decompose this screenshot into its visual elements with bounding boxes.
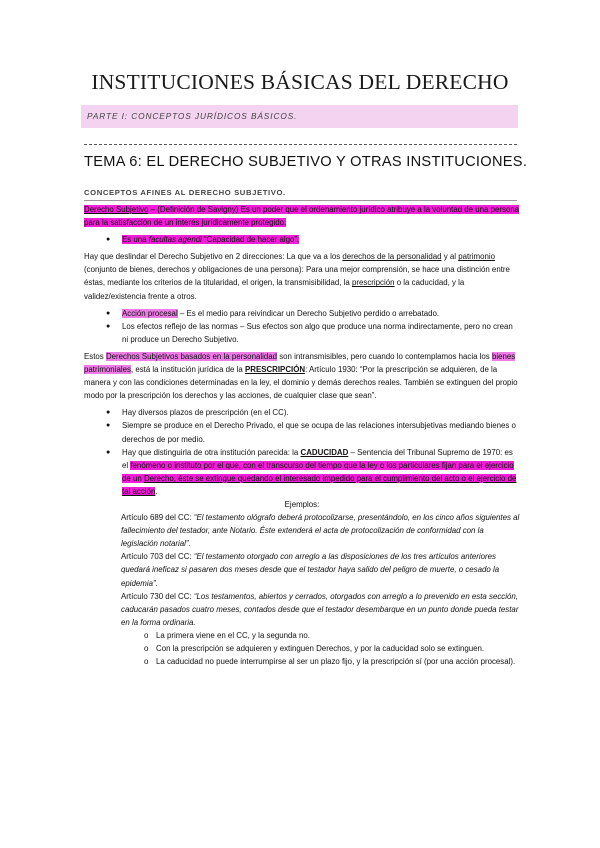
bullet-icon: ● [106, 309, 111, 317]
example-article-703: Artículo 703 del CC: “El testamento otorgado con arreglo a las disposiciones de los tres artículos anteriores quedará ineficaz si pasaren dos meses desde que el testador haya salido del peligro de muerte, o cesado la epidemia”. [121, 552, 500, 588]
list-item: ● Hay diversos plazos de prescripción (en el CC). [84, 406, 520, 419]
sub-list-item: o Con la prescripción se adquieren y extinguen Derechos, y por la caducidad solo se extinguen. [84, 642, 520, 655]
hollow-bullet-icon: o [144, 630, 149, 640]
list-item: ● Los efectos reflejo de las normas – Sus efectos son algo que produce una norma indirectamente, pero no crean ni produce un Derecho Subjetivo. [106, 321, 513, 344]
hollow-bullet-icon: o [144, 657, 149, 667]
highlight-text: – (Definición de Savigny) Es un poder que el ordenamiento jurídico atribuye a la voluntad de una persona para la satisfacción de un interés jurídicamente protegido. [84, 205, 520, 228]
list-item: ● Hay que distinguirla de otra institución parecida: la CADUCIDAD – Sentencia del Tribunal Supremo de 1970: es el fenómeno o instituto por el que, con el transcurso del tiempo que la ley o los particulares fijan para el ejercicio de un Derecho, éste se extingue quedando el interesado impedido para el cumplimiento del acto o el ejercicio de tal acción. [106, 447, 517, 496]
bullet-icon: ● [106, 322, 111, 330]
example-article-730: Artículo 730 del CC: “Los testamentos, abiertos y cerrados, otorgados con arreglo a lo prevenido en esta sección, caducarán pasados cuatro meses, contados desde que el testador desembarque en un punto donde pueda testar en la forma ordinaria. [121, 591, 519, 627]
part-label: PARTE I: CONCEPTOS JURÍDICOS BÁSICOS. [87, 111, 298, 121]
bullet-icon: ● [106, 236, 111, 244]
paragraph-prescripcion: Estos Derechos Subjetivos basados en la personalidad son intransmisibles, pero cuando lo contemplamos hacia los bienes patrimoniales, está la institución jurídica de la PRESCRIPCIÓN: Artículo 1930: “Por la prescripción se adquieren, de la manera y con las condiciones determinadas en la ley, el dominio y demás derechos reales. También se extinguen del propio modo por la prescripción los derechos y las acciones, de cualquier clase que sean”. [84, 351, 518, 401]
list-item: ● Es una facultas agendi “Capacidad de hacer algo”. [84, 233, 520, 246]
highlight-term: Derecho Subjetivo [84, 205, 149, 214]
sub-list-item: o La primera viene en el CC, y la segunda no. [84, 629, 520, 642]
body-content [84, 203, 520, 668]
document-title: INSTITUCIONES BÁSICAS DEL DERECHO [91, 70, 509, 94]
example-article-689: Artículo 689 del CC: “El testamento ológrafo deberá protocolizarse, presentándolo, en los cinco años siguientes al fallecimiento del testador, ante Notario. Éste extenderá el acta de protocolización de conformidad con la legislación notarial”. [121, 513, 520, 549]
bullet-icon: ● [106, 422, 111, 430]
list-item: ● Acción procesal – Es el medio para reivindicar un Derecho Subjetivo perdido o arrebatado. [84, 307, 520, 320]
list-item: ● Siempre se produce en el Derecho Privado, el que se ocupa de las relaciones intersubjetivas mediando bienes o derechos de por medio. [106, 421, 516, 444]
bullet-icon: ● [106, 409, 111, 417]
subsection-rule [84, 200, 517, 201]
paragraph-definition [84, 203, 520, 229]
sub-list-item: o La caducidad no puede interrumpirse al ser un plazo fijo, y la prescripción sí (por una acción procesal). [84, 655, 520, 668]
divider [84, 144, 517, 145]
section-title: TEMA 6: EL DERECHO SUBJETIVO Y OTRAS INSTITUCIONES. [84, 154, 528, 170]
hollow-bullet-icon: o [144, 644, 149, 653]
paragraph-deslindar: Hay que deslindar el Derecho Subjetivo en 2 direcciones: La que va a los derechos de la personalidad y al patrimonio (conjunto de bienes, derechos y obligaciones de una persona): Para una mejor comprensión, se hace una distinción entre éstas, mediante los criterios de la titularidad, el origen, la transmisibilidad, la prescripción o la caducidad, y la validez/existencia frente a otros. [84, 252, 510, 301]
bullet-icon: ● [106, 448, 111, 456]
examples-label: Ejemplos: [284, 499, 320, 509]
subsection-heading: CONCEPTOS AFINES AL DERECHO SUBJETIVO. [84, 188, 286, 197]
